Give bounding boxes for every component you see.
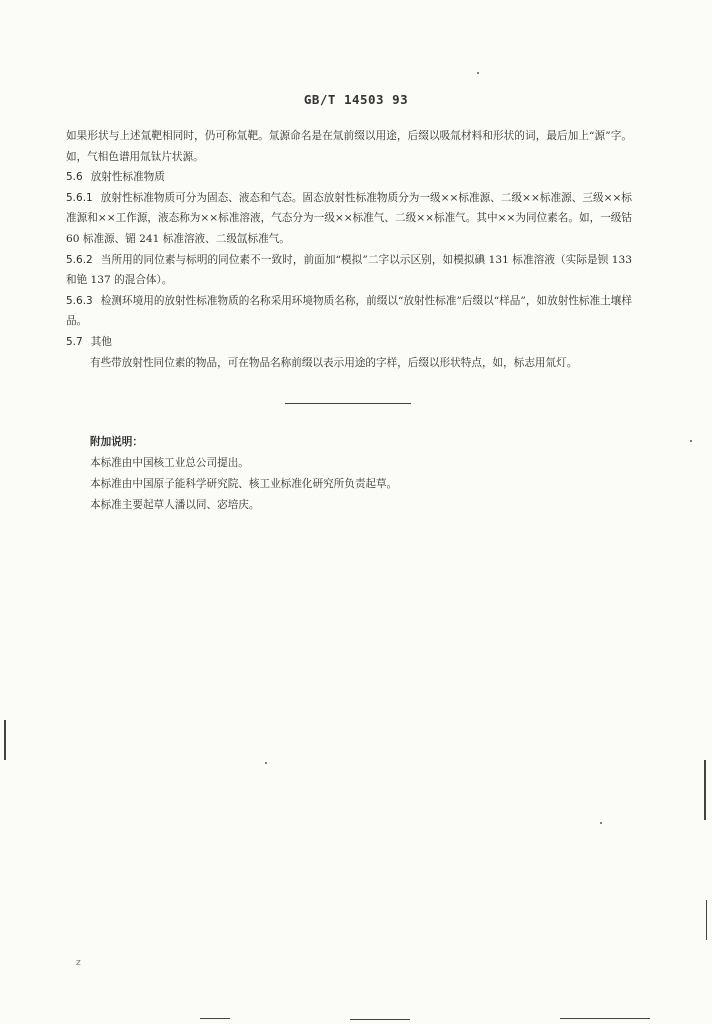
scan-edge-mark bbox=[704, 760, 706, 820]
section-title: 放射性标准物质 bbox=[90, 171, 165, 184]
body-text bbox=[66, 126, 632, 373]
section-title: 其他 bbox=[90, 335, 112, 348]
intro-paragraph: 如果形状与上述氚靶相同时，仍可称氚靶。氚源命名是在氚前缀以用途，后缀以吸氚材料和形状的词，最后加上“源”字。如，气相色谱用氚钛片状源。 bbox=[66, 130, 632, 163]
scan-edge-mark bbox=[200, 1018, 230, 1019]
scan-speck bbox=[600, 822, 602, 824]
notes-line: 本标准由中国原子能科学研究院、核工业标准化研究所负责起草。 bbox=[90, 478, 398, 490]
scan-speck bbox=[477, 72, 479, 74]
section-number: 5.6.2 bbox=[66, 253, 93, 266]
section-text: 当所用的同位素与标明的同位素不一致时，前面加“模拟”二字以示区别，如模拟碘 131 标准溶液（实际是钡 133 和铯 137 的混合体）。 bbox=[66, 253, 632, 287]
scan-speck bbox=[690, 440, 692, 442]
section-text: 检测环境用的放射性标准物质的名称采用环境物质名称，前缀以“放射性标准”后缀以“样品”，如放射性标准土壤样品。 bbox=[66, 294, 632, 328]
standard-code-header: GB/T 14503 93 bbox=[303, 92, 409, 107]
scan-edge-mark bbox=[706, 900, 707, 940]
scan-edge-mark bbox=[350, 1019, 410, 1020]
section-number: 5.6.3 bbox=[66, 294, 93, 307]
section-5-6-2-paragraph bbox=[66, 250, 632, 291]
additional-notes bbox=[90, 432, 630, 516]
notes-line: 本标准由中国核工业总公司提出。 bbox=[90, 457, 249, 469]
section-number: 5.6 bbox=[66, 171, 83, 184]
corner-mark: z bbox=[76, 958, 81, 968]
scan-speck bbox=[265, 762, 267, 764]
section-number: 5.7 bbox=[66, 335, 83, 348]
section-5-6-heading bbox=[66, 167, 632, 188]
section-5-6-3-paragraph bbox=[66, 291, 632, 332]
section-5-6-1-paragraph bbox=[66, 188, 632, 250]
scan-edge-mark bbox=[4, 720, 6, 760]
section-number: 5.6.1 bbox=[66, 191, 93, 204]
section-5-7-heading bbox=[66, 332, 632, 353]
section-text: 放射性标准物质可分为固态、液态和气态。固态放射性标准物质分为一级××标准源、二级××标准源、三级××标准源和××工作源，液态称为××标准溶液，气态分为一级××标准气、二级××标准气。其中××为同位素名。如，一级钴 60 标准源、镅 241 标准溶液、二级氙标准气。 bbox=[66, 191, 632, 245]
scan-edge-mark bbox=[560, 1018, 650, 1019]
notes-heading: 附加说明： bbox=[90, 436, 143, 448]
notes-line: 本标准主要起草人潘以同、宓培庆。 bbox=[90, 499, 260, 511]
section-divider bbox=[285, 403, 411, 404]
section-5-7-paragraph: 有些带放射性同位素的物品，可在物品名称前缀以表示用途的字样，后缀以形状特点，如，标志用氚灯。 bbox=[90, 356, 578, 369]
